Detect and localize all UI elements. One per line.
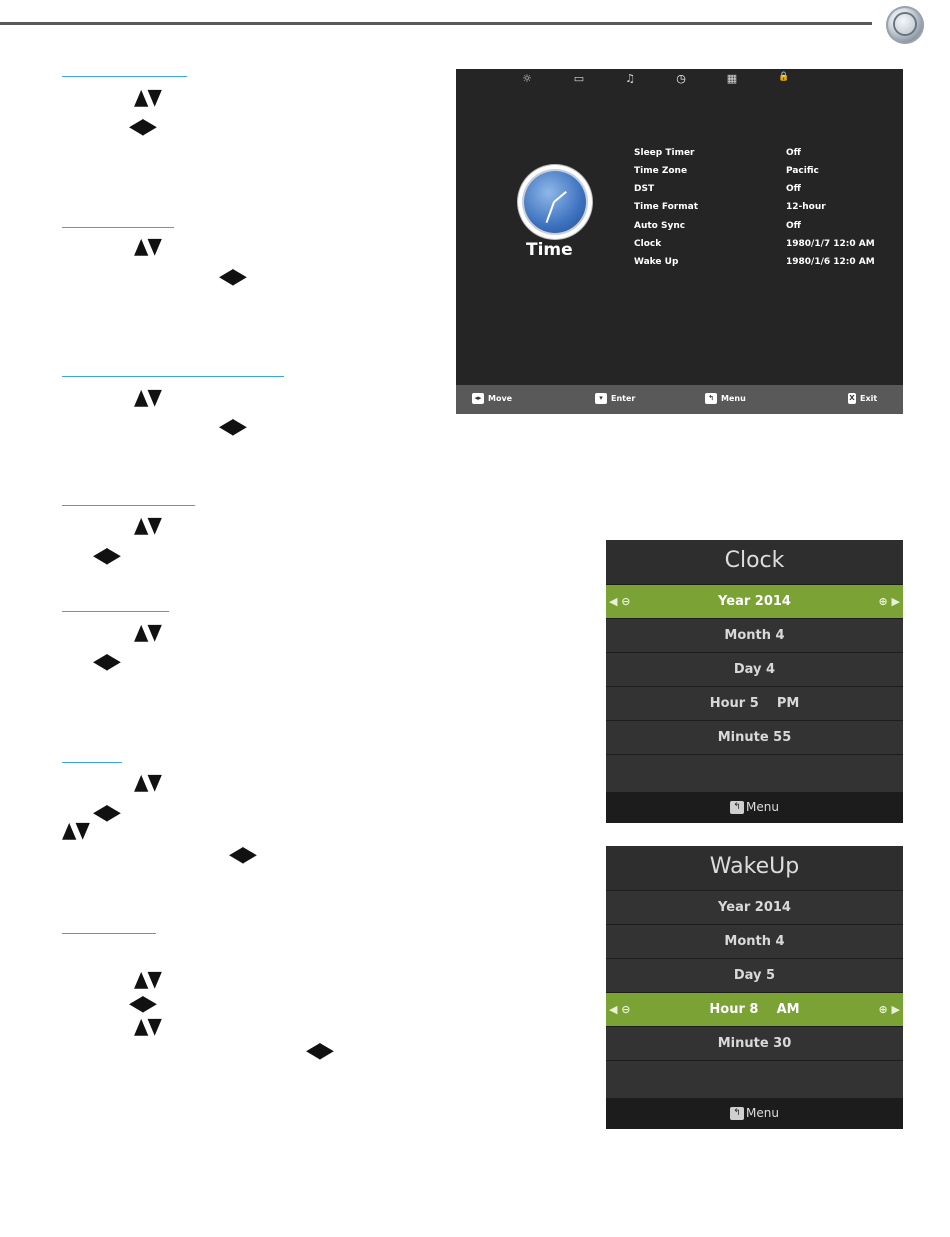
clock-icon[interactable]: ◷: [676, 72, 686, 85]
clock-row-hour[interactable]: Hour 5 PM: [606, 686, 903, 720]
wakeup-row-year[interactable]: Year 2014: [606, 890, 903, 924]
up-down-arrows-icon: ▲▼: [134, 385, 162, 410]
footer-enter: ▾ Enter: [595, 393, 635, 404]
section-rule: [62, 933, 156, 934]
wakeup-row-empty: [606, 1060, 903, 1098]
increase-icon[interactable]: ⊕ ▶: [878, 1003, 900, 1016]
row-label: Sleep Timer: [634, 148, 695, 158]
up-down-arrows-icon: ▲▼: [62, 818, 90, 843]
panel-footer[interactable]: ↰ Menu: [606, 1098, 903, 1129]
left-right-arrows-icon: ◀▶: [219, 414, 247, 439]
up-down-arrows-icon: ▲▼: [134, 620, 162, 645]
decrease-icon[interactable]: ◀ ⊖: [609, 595, 631, 608]
section-rule: [62, 505, 195, 506]
panel-footer[interactable]: ↰ Menu: [606, 792, 903, 823]
row-label: Time Zone: [634, 166, 688, 176]
clock-row-day[interactable]: Day 4: [606, 652, 903, 686]
tv-menu-tabs: [456, 69, 903, 91]
section-rule: [62, 762, 122, 763]
left-right-arrows-icon: ◀▶: [129, 114, 157, 139]
row-label: DST: [634, 184, 655, 194]
left-right-arrows-icon: ◀▶: [306, 1038, 334, 1063]
section-rule: [62, 611, 169, 612]
left-right-arrows-icon: ◀▶: [93, 543, 121, 568]
menu-row-dst[interactable]: [634, 184, 884, 202]
panel-title: WakeUp: [709, 854, 800, 879]
up-down-arrows-icon: ▲▼: [134, 1014, 162, 1039]
monitor-icon[interactable]: ▭: [573, 72, 585, 85]
clock-icon: [518, 165, 592, 239]
left-right-arrows-icon: ◀▶: [219, 264, 247, 289]
page-badge-icon: [886, 6, 924, 44]
row-value: 1980/1/6 12:0 AM: [786, 257, 875, 267]
increase-icon[interactable]: ⊕ ▶: [878, 595, 900, 608]
menu-key-icon: ↰: [730, 1107, 744, 1120]
up-down-arrows-icon: ▲▼: [134, 967, 162, 992]
enter-key-icon: ▾: [595, 393, 607, 404]
row-value: Off: [786, 221, 801, 231]
wakeup-row-month[interactable]: Month 4: [606, 924, 903, 958]
left-right-arrows-icon: ◀▶: [229, 842, 257, 867]
tv-time-menu: [456, 69, 903, 414]
left-right-arrows-icon: ◀▶: [93, 649, 121, 674]
decrease-icon[interactable]: ◀ ⊖: [609, 1003, 631, 1016]
left-right-arrows-icon: ◀▶: [93, 800, 121, 825]
clock-row-minute[interactable]: Minute 55: [606, 720, 903, 754]
wakeup-row-minute[interactable]: Minute 30: [606, 1026, 903, 1060]
menu-title: Time: [526, 240, 573, 260]
clock-row-month[interactable]: Month 4: [606, 618, 903, 652]
menu-key-icon: ↰: [730, 801, 744, 814]
section-rule: [62, 376, 284, 377]
menu-row-clock[interactable]: [634, 239, 884, 257]
row-value: Off: [786, 148, 801, 158]
wakeup-panel: [606, 846, 903, 1129]
row-value: Off: [786, 184, 801, 194]
wakeup-row-hour[interactable]: ◀ ⊖ Hour 8 AM ⊕ ▶: [606, 992, 903, 1026]
menu-row-sleep-timer[interactable]: [634, 148, 884, 166]
menu-row-auto-sync[interactable]: [634, 221, 884, 239]
section-rule: [62, 76, 187, 77]
row-value: Pacific: [786, 166, 819, 176]
row-label: Time Format: [634, 202, 698, 212]
up-down-arrows-icon: ▲▼: [134, 513, 162, 538]
row-label: Clock: [634, 239, 662, 249]
footer-exit: X Exit: [849, 394, 878, 403]
clock-row-empty: [606, 754, 903, 792]
panel-title: Clock: [724, 548, 785, 573]
footer-move: ◂▸ Move: [472, 393, 512, 404]
lock-icon[interactable]: 🔒: [778, 72, 790, 82]
gear-icon[interactable]: ☼: [522, 72, 532, 85]
wakeup-row-day[interactable]: Day 5: [606, 958, 903, 992]
row-label: Wake Up: [634, 257, 679, 267]
menu-row-time-format[interactable]: [634, 202, 884, 220]
exit-key-icon: X: [849, 394, 855, 402]
footer-menu: ↰ Menu: [705, 393, 746, 404]
top-rule: [0, 22, 872, 25]
clock-row-year[interactable]: ◀ ⊖ Year 2014 ⊕ ▶: [606, 584, 903, 618]
left-right-arrows-icon: ◀▶: [129, 991, 157, 1016]
menu-row-time-zone[interactable]: [634, 166, 884, 184]
row-value: 1980/1/7 12:0 AM: [786, 239, 875, 249]
row-value: 12-hour: [786, 202, 826, 212]
move-key-icon: ◂▸: [472, 393, 484, 404]
section-rule: [62, 227, 174, 228]
clock-panel: [606, 540, 903, 823]
music-icon[interactable]: ♫: [625, 72, 635, 85]
menu-row-wake-up[interactable]: [634, 257, 884, 275]
grid-icon[interactable]: ▦: [726, 72, 738, 85]
up-down-arrows-icon: ▲▼: [134, 770, 162, 795]
tv-menu-footer: [456, 385, 903, 414]
menu-key-icon: ↰: [705, 393, 717, 404]
row-label: Auto Sync: [634, 221, 686, 231]
up-down-arrows-icon: ▲▼: [134, 234, 162, 259]
up-down-arrows-icon: ▲▼: [134, 85, 162, 110]
